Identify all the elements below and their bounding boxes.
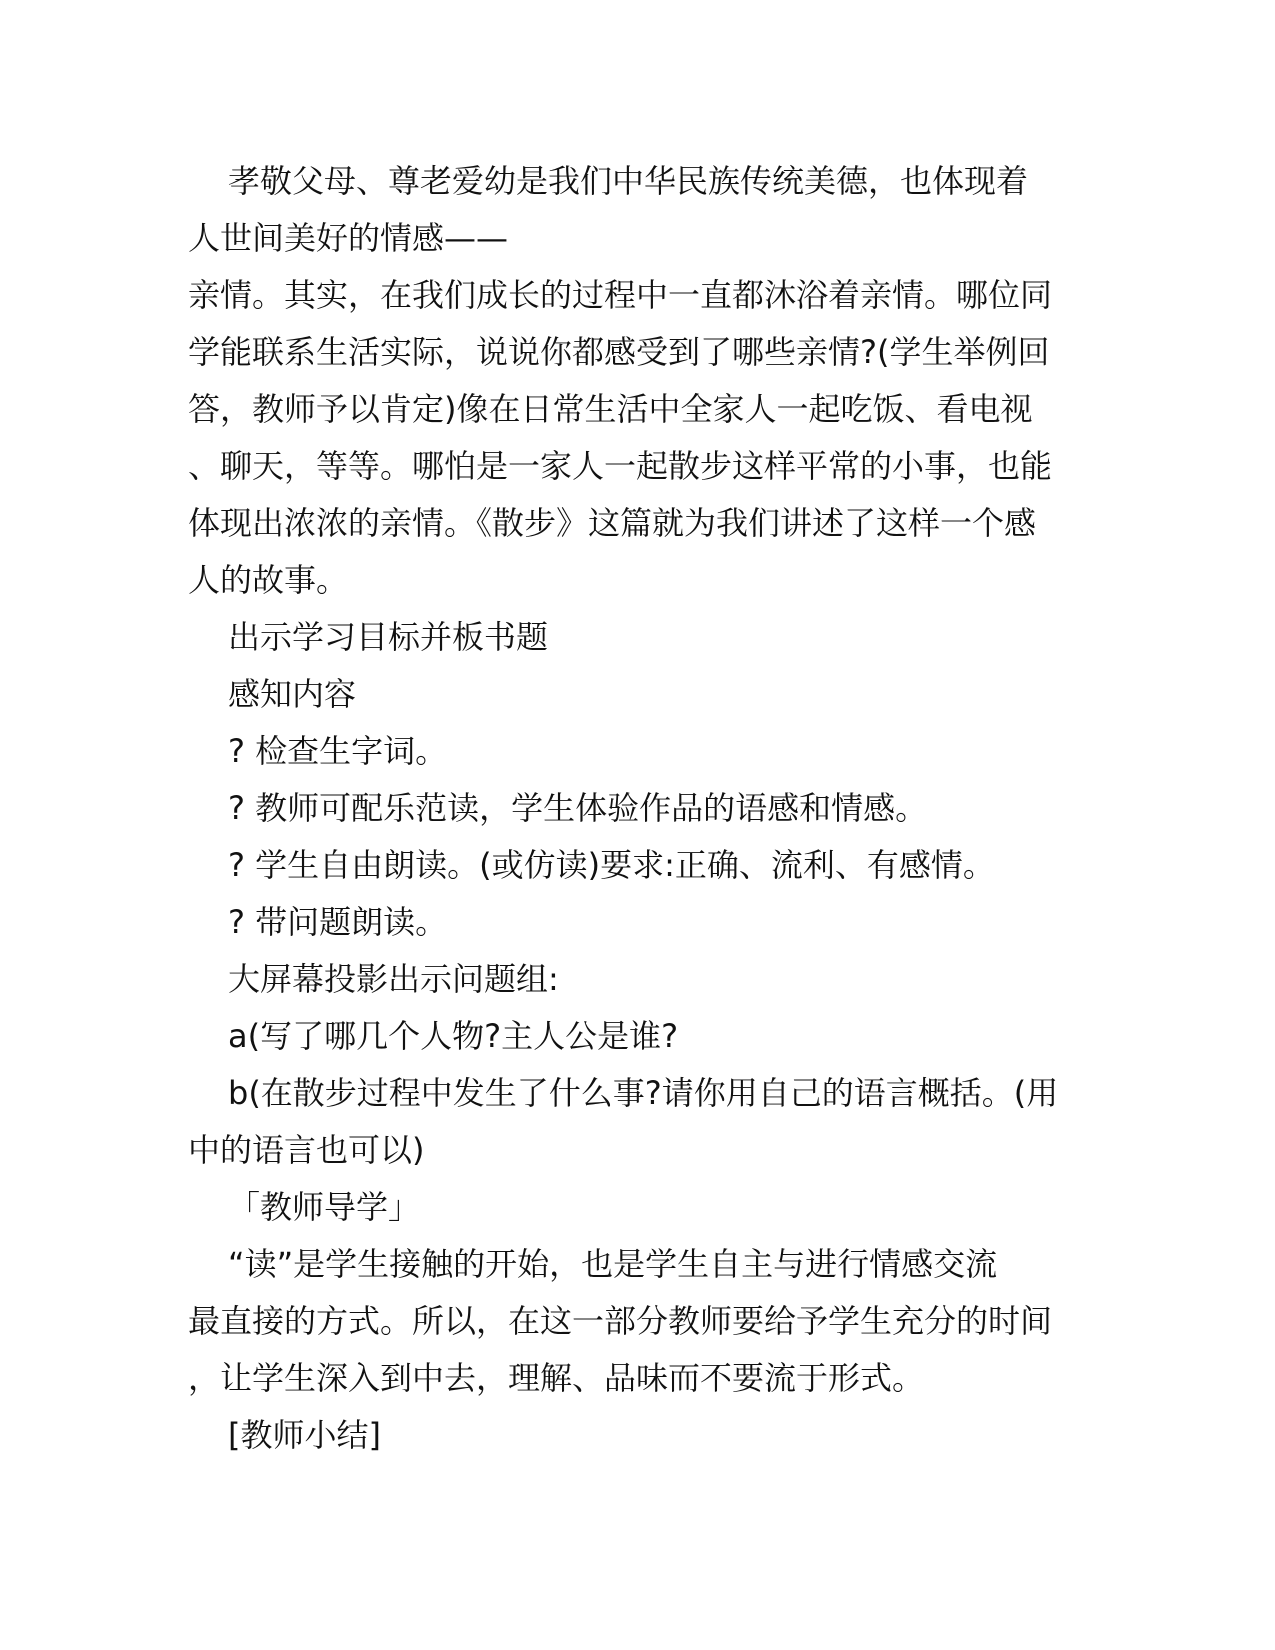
text-line: 大屏幕投影出示问题组:: [228, 960, 559, 998]
text-line: 体现出浓浓的亲情。《散步》这篇就为我们讲述了这样一个感: [188, 504, 1037, 542]
text-line: 出示学习目标并板书题: [228, 618, 549, 656]
text-line: 人的故事。: [188, 561, 349, 599]
text-line: 学能联系生活实际，说说你都感受到了哪些亲情?(学生举例回: [188, 333, 1050, 371]
text-line: 感知内容: [228, 675, 357, 713]
text-line: 中的语言也可以): [188, 1131, 425, 1169]
text-line: ，让学生深入到中去，理解、品味而不要流于形式。: [188, 1359, 925, 1397]
text-line: 「教师导学」: [228, 1188, 421, 1226]
text-line: 孝敬父母、尊老爱幼是我们中华民族传统美德，也体现着: [228, 162, 1029, 200]
text-line: “读”是学生接触的开始，也是学生自主与进行情感交流: [228, 1245, 998, 1283]
text-line: 、聊天，等等。哪怕是一家人一起散步这样平常的小事，也能: [188, 447, 1053, 485]
text-line: 答，教师予以肯定)像在日常生活中全家人一起吃饭、看电视: [188, 390, 1033, 428]
text-line: ? 学生自由朗读。(或仿读)要求:正确、流利、有感情。: [228, 846, 995, 884]
text-line: ? 教师可配乐范读，学生体验作品的语感和情感。: [228, 789, 928, 827]
text-line: a(写了哪几个人物?主人公是谁?: [228, 1017, 679, 1055]
text-line: b(在散步过程中发生了什么事?请你用自己的语言概括。(用: [228, 1074, 1059, 1112]
text-line: 人世间美好的情感——: [188, 219, 509, 257]
text-line: [教师小结]: [228, 1416, 381, 1454]
text-line: 亲情。其实，在我们成长的过程中一直都沐浴着亲情。哪位同: [188, 276, 1053, 314]
text-line: 最直接的方式。所以，在这一部分教师要给予学生充分的时间: [188, 1302, 1053, 1340]
text-line: ? 带问题朗读。: [228, 903, 448, 941]
document-body: [188, 153, 1088, 1464]
text-line: ? 检查生字词。: [228, 732, 448, 770]
